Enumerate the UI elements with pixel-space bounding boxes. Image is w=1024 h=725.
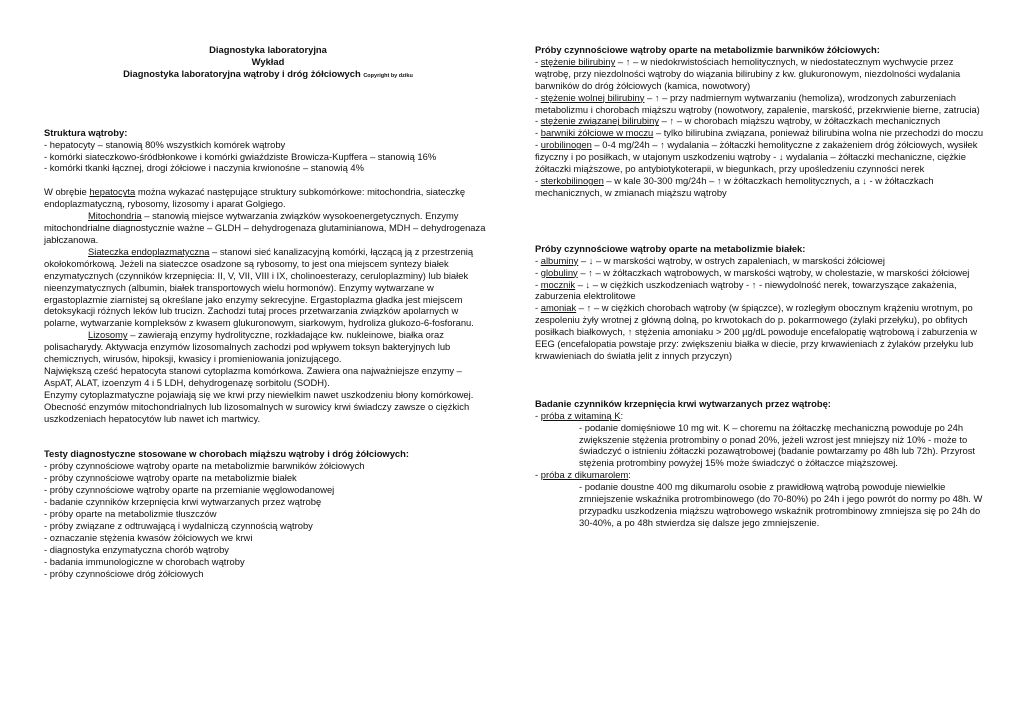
protein-item-term: mocznik [540, 278, 576, 290]
tests-item: - diagnostyka enzymatyczna chorób wątroby [44, 543, 229, 555]
tests-item: - próby czynnościowe wątroby oparte na metabolizmie barwników żółciowych [44, 460, 365, 472]
bile-item-term: stężenie związanej bilirubiny [540, 115, 660, 127]
cytoplasm-enzymes-paragraph: Enzymy cytoplazmatyczne pojawiają się we krwi przy niewielkim nawet uszkodzeniu błony komórkowej. Obecność enzymów mitochondrialnych lub lizosomalnych w surowicy krwi świadczy zawsze o ciężkich uszkodzeniach hepatocytów lub nawet ich martwicy. [44, 388, 474, 424]
lysosome-paragraph: Lizosomy – zawierają enzymy hydrolityczne, rozkładające kw. nukleinowe, białka oraz polisacharydy. Aktywacja enzymów lizosomalnych zachodzi pod wpływem toksyn bakteryjnych lub chemicznych, wirusów, hipoksji, kwasicy i promieniowania jonizującego. [44, 329, 451, 365]
structure-list [44, 139, 492, 175]
mitochondria-term: Mitochondria [88, 210, 142, 222]
bile-item: - stężenie bilirubiny – ↑ – w niedokrwistościach hemolitycznych, w niedostatecznym wychwycie przez wątrobę, przy niezdolności wątroby do wiązania bilirubiny z kw. glukuronowym, niezdolności wydalania barwników do dróg żółciowych (kamica, nowotwory) [535, 55, 961, 91]
mitochondria-paragraph: Mitochondria – stanowią miejsce wytwarzania związków wysokoenergetycznych. Enzymy mitochondrialne diagnostycznie ważne – GLDH – dehydrogenaza glutaminianowa, MDH – dehydrogenaza jabłczanowa. [44, 210, 486, 245]
tests-item: - próby oparte na metabolizmie tłuszczów [44, 508, 217, 519]
protein-heading: Próby czynnościowe wątroby oparte na metabolizmie białek: [535, 242, 806, 254]
bile-item-term: stężenie bilirubiny [540, 55, 616, 67]
tests-item: - próby czynnościowe wątroby oparte na metabolizmie białek [44, 472, 297, 484]
protein-item-term: albuminy [540, 254, 579, 266]
coag-item-description: - podanie domięśniowe 10 mg wit. K – choremu na żółtaczkę mechaniczną powoduje po 24h zwiększenie stężenia protrombiny o ponad 20%, jeżeli wzrost jest mniejszy niż 10% - może to świadczyć o istnieniu żółtaczki pozawątrobowej (badanie powtarzamy po 48h lub 72h). Przyrost stężenia protrombiny powyżej 15% może świadczyć o żółtaczce miąższowej. [579, 421, 976, 469]
tests-item: - oznaczanie stężenia kwasów żółciowych we krwi [44, 531, 253, 543]
coag-item-term: próba z dikumarolem [540, 469, 629, 481]
protein-item: - mocznik – ↓ – w ciężkich uszkodzeniach wątroby - ↑ - niewydolność nerek, towarzyszące zakażenia, zaburzenia elektrolitowe [535, 278, 957, 302]
coagulation-list [535, 410, 985, 529]
tests-item: - próby związane z odtruwającą i wydalniczą czynnością wątroby [44, 519, 313, 531]
document-header [44, 44, 492, 83]
protein-list [535, 255, 985, 362]
structure-heading: Struktura wątroby: [44, 126, 128, 138]
bile-item-term: urobilinogen [540, 139, 592, 151]
bile-item-term: barwniki żółciowe w moczu [540, 127, 654, 139]
er-paragraph: Siateczka endoplazmatyczna – stanowi sieć kanalizacyjną komórki, łączącą ją z przestrzenią okołokomórkową. Jeżeli na siateczce osadzone są rybosomy, to jest ona miejscem syntezy białek enzymatycznych (czynników krzepnięcia: II, V, VII, VIII i IX, cholinoesterazy, ceruloplazminy) lub białek nieenzymatycznych (albumin, białek transportowych wielu hormonów). Enzymy wytwarzane w ergastoplazmie ziarnistej są określane jako enzymy sekrecyjne. Ergastoplazma gładka jest miejscem detoksykacji różnych leków lub trucizn. Zachodzi tutaj proces przetwarzania związków apolarnych w polarne, wytwarzanie kompleksów z kwasem glukuronowym, siarkowym, hydroliza glukozo-6-fosforanu. [44, 245, 474, 329]
structure-item: - komórki tkanki łącznej, drogi żółciowe i naczynia krwionośne – stanowią 4% [44, 162, 364, 174]
protein-item-term: globuliny [540, 266, 578, 278]
title-line-3: Diagnostyka laboratoryjna wątroby i dróg żółciowych Copyright by dziku [123, 67, 413, 79]
coagulation-heading: Badanie czynników krzepnięcia krwi wytwarzanych przez wątrobę: [535, 397, 831, 409]
protein-item: - albuminy – ↓ – w marskości wątroby, w ostrych zapaleniach, w marskości żółciowej [535, 254, 885, 266]
bile-item: - urobilinogen – 0-4 mg/24h – ↑ wydalania – żółtaczki hemolityczne z zakażeniem dróg żółciowych, wysiłek fizyczny i po posiłkach, w utajonym uszkodzeniu wątroby - ↓ wydalania – żółtaczki mechaniczne, ciężkie żółtaczki miąższowe, po antybiotykoterapii, w biegunkach, przy upośledzeniu czynności nerek [535, 139, 978, 175]
structure-item: - hepatocyty – stanowią 80% wszystkich komórek wątroby [44, 138, 286, 150]
bile-item: - barwniki żółciowe w moczu – tylko bilirubina związana, ponieważ bilirubina wolna nie przechodzi do moczu [535, 127, 984, 139]
tests-item: - próby czynnościowe wątroby oparte na przemianie węglowodanowej [44, 484, 335, 496]
hepatocyte-intro: W obrębie hepatocyta można wykazać następujące struktury subkomórkowe: mitochondria, siateczkę endoplazmatyczną, rybosomy, lizosomy i aparat Golgiego. [44, 186, 466, 210]
er-term: Siateczka endoplazmatyczna [88, 245, 210, 257]
copyright-note: Copyright by dziku [363, 72, 413, 79]
protein-item: - globuliny – ↑ – w żółtaczkach wątrobowych, w marskości wątroby, w cholestazie, w marskości żółciowej [535, 266, 970, 278]
tests-heading: Testy diagnostyczne stosowane w chorobach miąższu wątroby i dróg żółciowych: [44, 448, 409, 460]
bile-item: - stężenie związanej bilirubiny – ↑ – w chorobach miąższu wątroby, w żółtaczkach mechanicznych [535, 115, 941, 127]
left-column [44, 44, 492, 579]
lysosome-term: Lizosomy [88, 329, 128, 341]
right-column [535, 44, 985, 529]
protein-item: - amoniak – ↑ – w ciężkich chorobach wątroby (w śpiączce), w rozległym obocznym krążeniu wrotnym, po zespoleniu żyły wrotnej z główną dolną, po krwotokach do p. pokarmowego (żylaki przełyku), po obfitych posiłkach białkowych, ↑ stężenia amoniaku > 200 µg/dL powoduje encefalopatię wątrobową i zaburzenia w EEG (encefalopatia powstaje przy: zwiększeniu białka w diecie, przy krwawieniach z żylaków przełyku lub krwawieniach do światła jelit z innych przyczyn) [535, 302, 978, 361]
tests-item: - próby czynnościowe dróg żółciowych [44, 567, 204, 579]
bile-item: - sterkobilinogen – w kale 30-300 mg/24h – ↑ w żółtaczkach hemolitycznych, a ↓ - w żółtaczkach mechanicznych, w zmianach miąższu wątroby [535, 174, 934, 198]
bile-item-term: sterkobilinogen [540, 174, 604, 186]
tests-list [44, 460, 492, 579]
coag-item-term: próba z witaminą K [540, 409, 621, 421]
coag-item-label: - próba z dikumarolem: [535, 469, 631, 481]
hepatocyta-term: hepatocyta [89, 186, 136, 198]
coag-item-description: - podanie doustne 400 mg dikumarolu osobie z prawidłową wątrobą powoduje niewielkie zmniejszenie wskaźnika protrombinowego (do 70-80%) po 24h i jego powrót do normy po 48h. W przypadku uszkodzenia miąższu wątrobowego wskaźnik protrombinowy zmniejsza się po 24h do 30-40%, a po 48h stwierdza się dalsze jego zmniejszenie. [579, 481, 983, 528]
bile-item-term: stężenie wolnej bilirubiny [540, 91, 645, 103]
bile-item: - stężenie wolnej bilirubiny – ↑ – przy nadmiernym wytwarzaniu (hemoliza), wrodzonych zaburzeniach metabolizmu i chorobach miąższu wątroby (nowotwory, zapalenie, marskość, przekrwienie bierne, zatrucia) [535, 91, 980, 115]
tests-item: - badanie czynników krzepnięcia krwi wytwarzanych przez wątrobę [44, 496, 322, 508]
tests-item: - badania immunologiczne w chorobach wątroby [44, 555, 245, 567]
bile-pigments-heading: Próby czynnościowe wątroby oparte na metabolizmie barwników żółciowych: [535, 44, 880, 55]
coag-item-label: - próba z witaminą K: [535, 409, 624, 421]
title-line-1: Diagnostyka laboratoryjna [209, 44, 327, 55]
protein-item-term: amoniak [540, 302, 577, 314]
bile-pigments-list [535, 56, 985, 199]
cytoplasm-paragraph: Największą cześć hepatocyta stanowi cytoplazma komórkowa. Zawiera ona najważniejsze enzymy – AspAT, ALAT, izoenzym 4 i 5 LDH, dehydrogenazę sorbitolu (SODH). [44, 364, 462, 388]
structure-item: - komórki siateczkowo-śródbłonkowe i komórki gwiaździste Browicza-Kupffera – stanowią 16% [44, 150, 437, 162]
title-line-2: Wykład [251, 55, 285, 67]
